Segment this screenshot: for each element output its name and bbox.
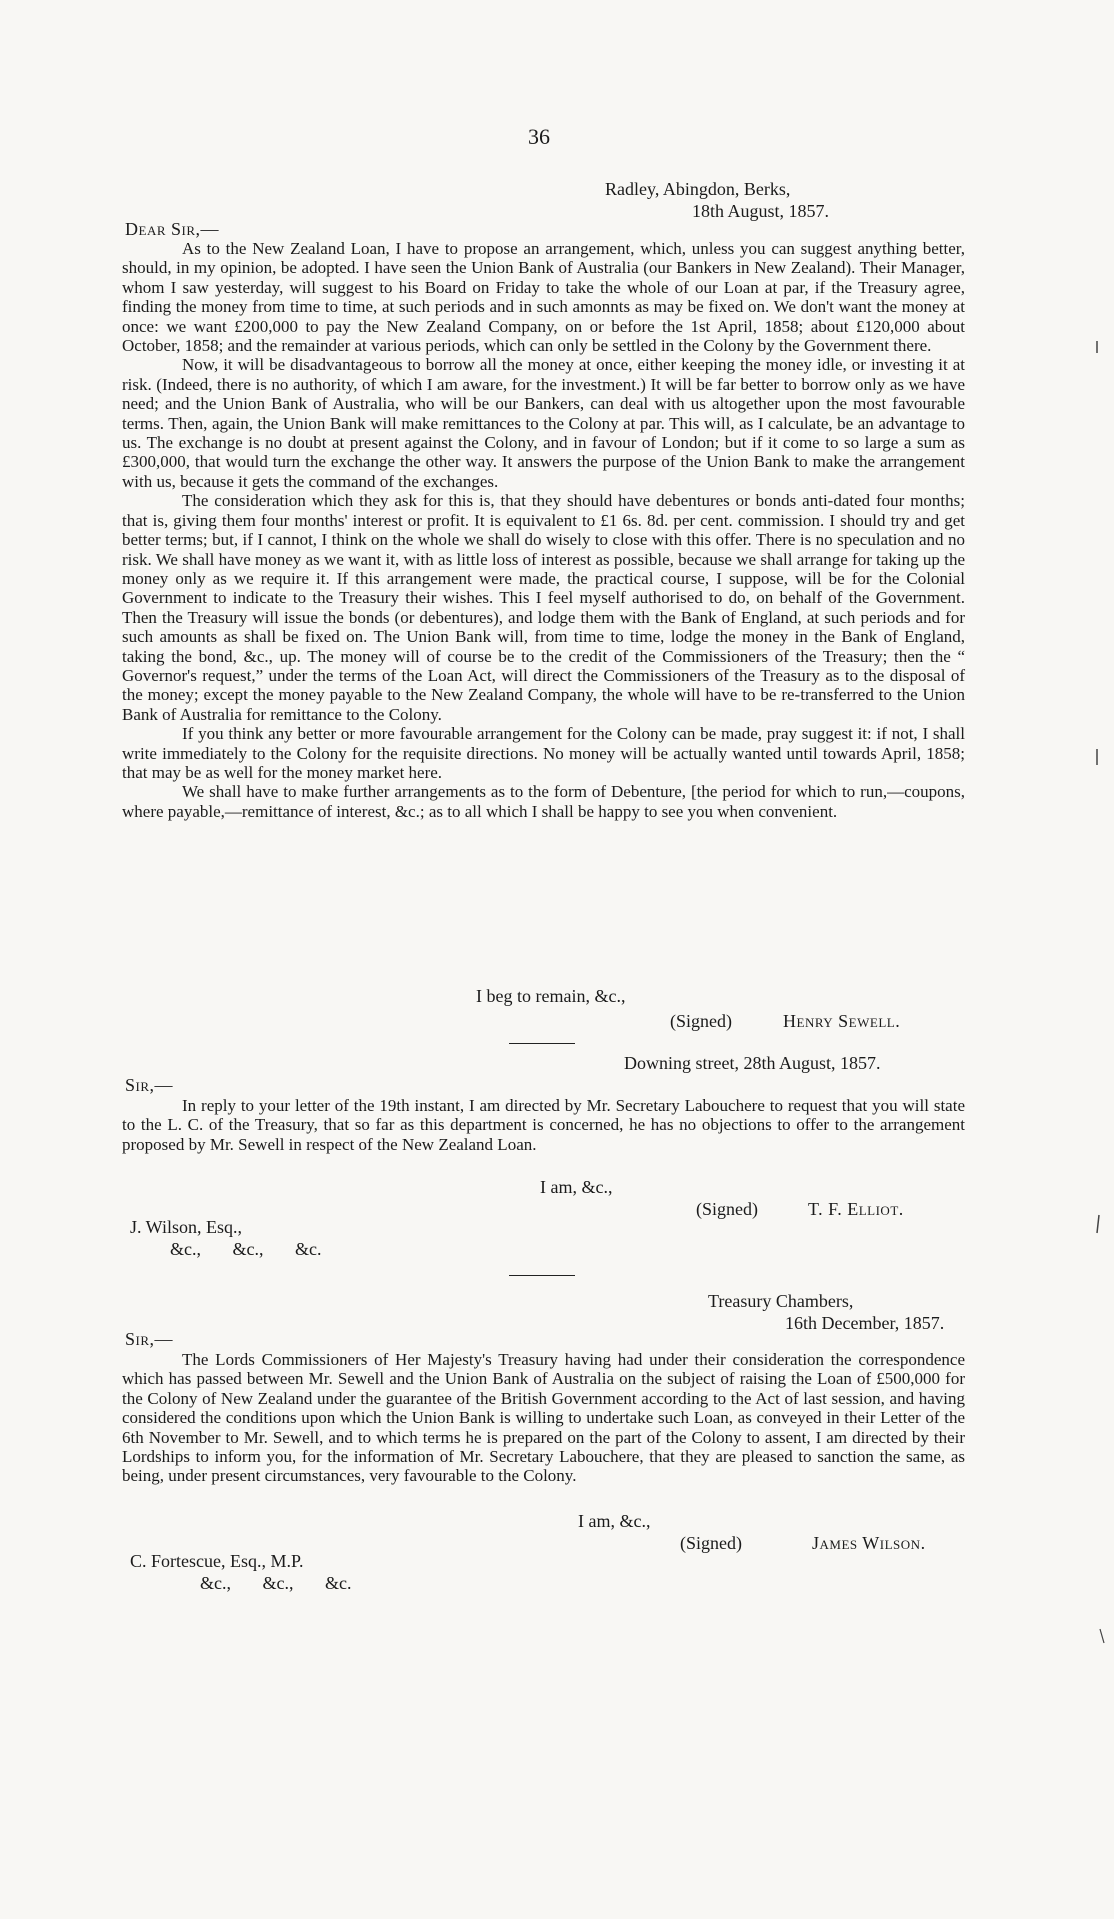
letter3-salutation: Sir,— [125,1329,174,1349]
letter1-signed: (Signed) [670,1011,732,1031]
letter2-paragraph: In reply to your letter of the 19th instant, I am directed by Mr. Secretary Labouchere to request that you will state to the L. C. of the Treasury, that so far as this department is concerned, he has no objections to offer to the arrangement proposed by Mr. Sewell in respect of the New Zealand Loan. [122,1096,965,1154]
letter1-paragraph: Now, it will be disadvantageous to borrow all the money at once, either keeping the money idle, or investing it at risk. (Indeed, there is no authority, of which I am aware, for the investment.) It will be far better to borrow only as we have need; and the Union Bank of Australia, who will be our Bankers, can deal with us altogether upon the most favourable terms. Then, again, the Union Bank will make remittances to the Colony at par. This will, as I calculate, be an advantage to us. The exchange is no doubt at present against the Colony, and in favour of London; but if it come to so large a sum as £300,000, that would turn the exchange the other way. It answers the purpose of the Union Bank to make the arrangement with us, because it gets the command of the exchanges. [122,355,965,491]
margin-mark [1098,1628,1106,1644]
letter2-salutation: Sir,— [125,1075,174,1095]
letter2-signatory: T. F. Elliot. [808,1199,904,1219]
letter2-addressee-etc: &c., &c., &c. [170,1239,322,1259]
separator-rule [509,1275,575,1276]
letter3-closing: I am, &c., [578,1511,651,1531]
margin-mark [1094,340,1100,354]
page-number: 36 [528,124,550,149]
letter3-signatory: James Wilson. [812,1533,926,1553]
letter1-paragraph: The consideration which they ask for this is, that they should have debentures or bonds anti-dated four months; that is, giving them four months' interest or profit. It is equivalent to £1 6s. 8d. per cent. commission. I should try and get better terms; but, if I cannot, I think on the whole we shall do wisely to close with this offer. There is no speculation and no risk. We shall have money as we want it, with as little loss of interest as possible, because we shall arrange for taking up the money only as we require it. If this arrangement were made, the practical course, I suppose, will be for the Colonial Government to indicate to the Treasury their wishes. This I feel myself authorised to do, on behalf of the Government. Then the Treasury will issue the bonds (or debentures), and lodge them with the Bank of England, at such periods and for such amounts as shall be fixed on. The Union Bank will, from time to time, lodge the money in the Bank of England, taking the bond, &c., up. The money will of course be to the credit of the Commissioners of the Treasury; then the “ Governor's request,” under the terms of the Loan Act, will direct the Commissioners of the Treasury as to the disposal of the money; except the money payable to the New Zealand Company, the whole will have to be re-transferred to the Union Bank of Australia for remittance to the Colony. [122,491,965,724]
letter1-body [122,239,965,821]
letter1-address: Radley, Abingdon, Berks, [605,179,791,199]
letter3-body [122,1350,965,1486]
letter3-paragraph: The Lords Commissioners of Her Majesty's Treasury having had under their consideration the correspondence which has passed between Mr. Sewell and the Union Bank of Australia on the subject of raising the Loan of £500,000 for the Colony of New Zealand under the guarantee of the British Government according to the Act of last session, and having considered the conditions upon which the Union Bank is willing to undertake such Loan, as conveyed in their Letter of the 6th November to Mr. Sewell, and to which terms he is prepared on the part of the Colony to assent, I am directed by their Lordships to inform you, for the information of Mr. Secretary Labouchere, that they are pleased to sanction the same, as being, under present circumstances, very favourable to the Colony. [122,1350,965,1486]
letter3-addressee: C. Fortescue, Esq., M.P. [130,1551,304,1571]
margin-mark [1094,1214,1102,1234]
letter3-signed: (Signed) [680,1533,742,1553]
letter1-signatory: Henry Sewell. [783,1011,901,1031]
letter2-addressee: J. Wilson, Esq., [130,1217,242,1237]
letter1-paragraph: We shall have to make further arrangements as to the form of Debenture, [the period for which to run,—coupons, where payable,—remittance of interest, &c.; as to all which I shall be happy to see you when convenient. [122,782,965,821]
letter1-paragraph: If you think any better or more favourable arrangement for the Colony can be made, pray suggest it: if not, I shall write immediately to the Colony for the requisite directions. No money will be actually wanted until towards April, 1858; that may be as well for the money market here. [122,724,965,782]
separator-rule [509,1043,575,1044]
letter3-address: Treasury Chambers, [708,1291,854,1311]
letter2-closing: I am, &c., [540,1177,613,1197]
letter1-salutation: Dear Sir,— [125,219,220,239]
letter1-date: 18th August, 1857. [692,201,830,221]
margin-mark [1094,748,1100,766]
letter1-closing: I beg to remain, &c., [476,986,626,1006]
letter2-address-date: Downing street, 28th August, 1857. [624,1053,881,1073]
letter3-date: 16th December, 1857. [785,1313,945,1333]
letter3-addressee-etc: &c., &c., &c. [200,1573,352,1593]
letter1-paragraph: As to the New Zealand Loan, I have to propose an arrangement, which, unless you can suggest anything better, should, in my opinion, be adopted. I have seen the Union Bank of Australia (our Bankers in New Zealand). Their Manager, whom I saw yesterday, will suggest to his Board on Friday to take the whole of our Loan at par, if the Treasury agree, finding the money from time to time, at such periods and in such amonnts as may be fixed on. We don't want the money at once: we want £200,000 to pay the New Zealand Company, on or before the 1st April, 1858; about £120,000 about October, 1858; and the remainder at various periods, which can only be settled in the Colony by the Government there. [122,239,965,356]
letter2-signed: (Signed) [696,1199,758,1219]
letter2-body [122,1096,965,1154]
